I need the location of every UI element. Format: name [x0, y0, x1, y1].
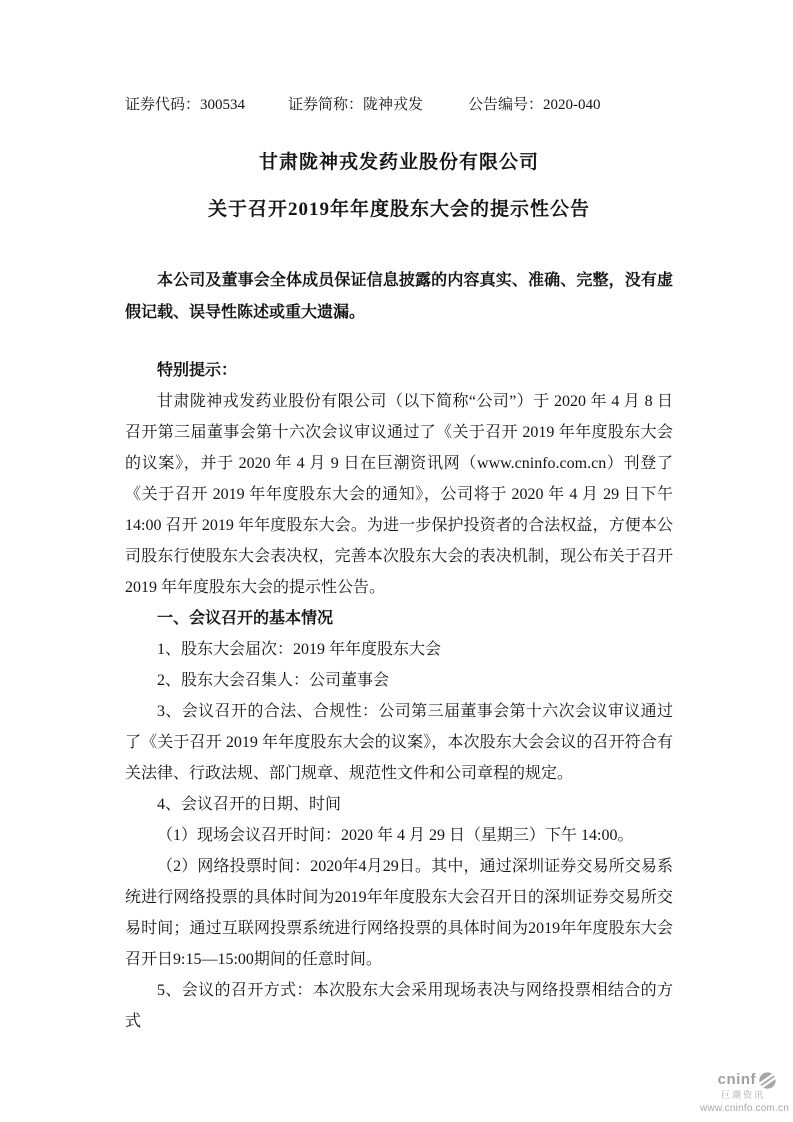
section1-item: 5、会议的召开方式：本次股东大会采用现场表决与网络投票相结合的方式 [125, 982, 673, 1030]
document-body [125, 355, 673, 1037]
cninfo-swirl-icon [758, 1071, 777, 1090]
section1-item: 2、股东大会召集人：公司董事会 [157, 672, 390, 689]
stock-short-name: 证券简称：陇神戎发 [288, 97, 424, 113]
document-content [125, 0, 673, 1037]
cninfo-chinese-name: 巨潮资讯 [720, 1090, 765, 1101]
section1-item: （1）现场会议召开时间：2020 年 4 月 29 日（星期三）下午 14:00。 [157, 827, 634, 844]
section1-item: 4、会议召开的日期、时间 [157, 796, 342, 813]
stock-code: 证券代码：300534 [125, 97, 246, 113]
cninfo-watermark [700, 1071, 789, 1114]
cninfo-url: www.cninfo.com.cn [700, 1103, 789, 1114]
section1-item: 3、会议召开的合法、合规性：公司第三届董事会第十六次会议审议通过了《关于召开 2019 年年度股东大会的议案》，本次股东大会会议的召开符合有关法律、行政法规、部门规章、规范性文件和公司章程的规定。 [125, 703, 673, 782]
announcement-number: 公告编号：2020-040 [468, 97, 601, 113]
intro-paragraph: 甘肃陇神戎发药业股份有限公司（以下简称“公司”）于 2020 年 4 月 8 日召开第三届董事会第十六次会议审议通过了《关于召开 2019 年年度股东大会的议案》，并于 2020 年 4 月 9 日在巨潮资讯网（www.cninfo.com.cn）刊登了《关于召开 2019 年年度股东大会的通知》，公司将于 2020 年 4 月 29 日下午 14:00 召开 2019 年年度股东大会。为进一步保护投资者的合法权益，方便本公司股东行使股东大会表决权，完善本次股东大会的表决机制，现公布关于召开 2019 年年度股东大会的提示性公告。 [125, 393, 673, 596]
document-meta-row [125, 95, 673, 116]
special-notice-label: 特别提示： [157, 362, 238, 379]
section1-item: 1、股东大会届次：2019 年年度股东大会 [157, 641, 442, 658]
company-title: 甘肃陇神戎发药业股份有限公司 [258, 152, 539, 173]
disclaimer-statement: 本公司及董事会全体成员保证信息披露的内容真实、准确、完整，没有虚假记载、误导性陈述或重大遗漏。 [125, 272, 673, 321]
cninfo-brand-text: cninf [717, 1071, 756, 1089]
section1-item: （2）网络投票时间：2020年4月29日。其中，通过深圳证券交易所交易系统进行网络投票的具体时间为2019年年度股东大会召开日的深圳证券交易所交易时间；通过互联网投票系统进行网络投票的具体时间为2019年年度股东大会召开日9:15—15:00期间的任意时间。 [125, 858, 673, 968]
section1-heading: 一、会议召开的基本情况 [157, 610, 334, 627]
announcement-title: 关于召开2019年年度股东大会的提示性公告 [207, 199, 590, 220]
